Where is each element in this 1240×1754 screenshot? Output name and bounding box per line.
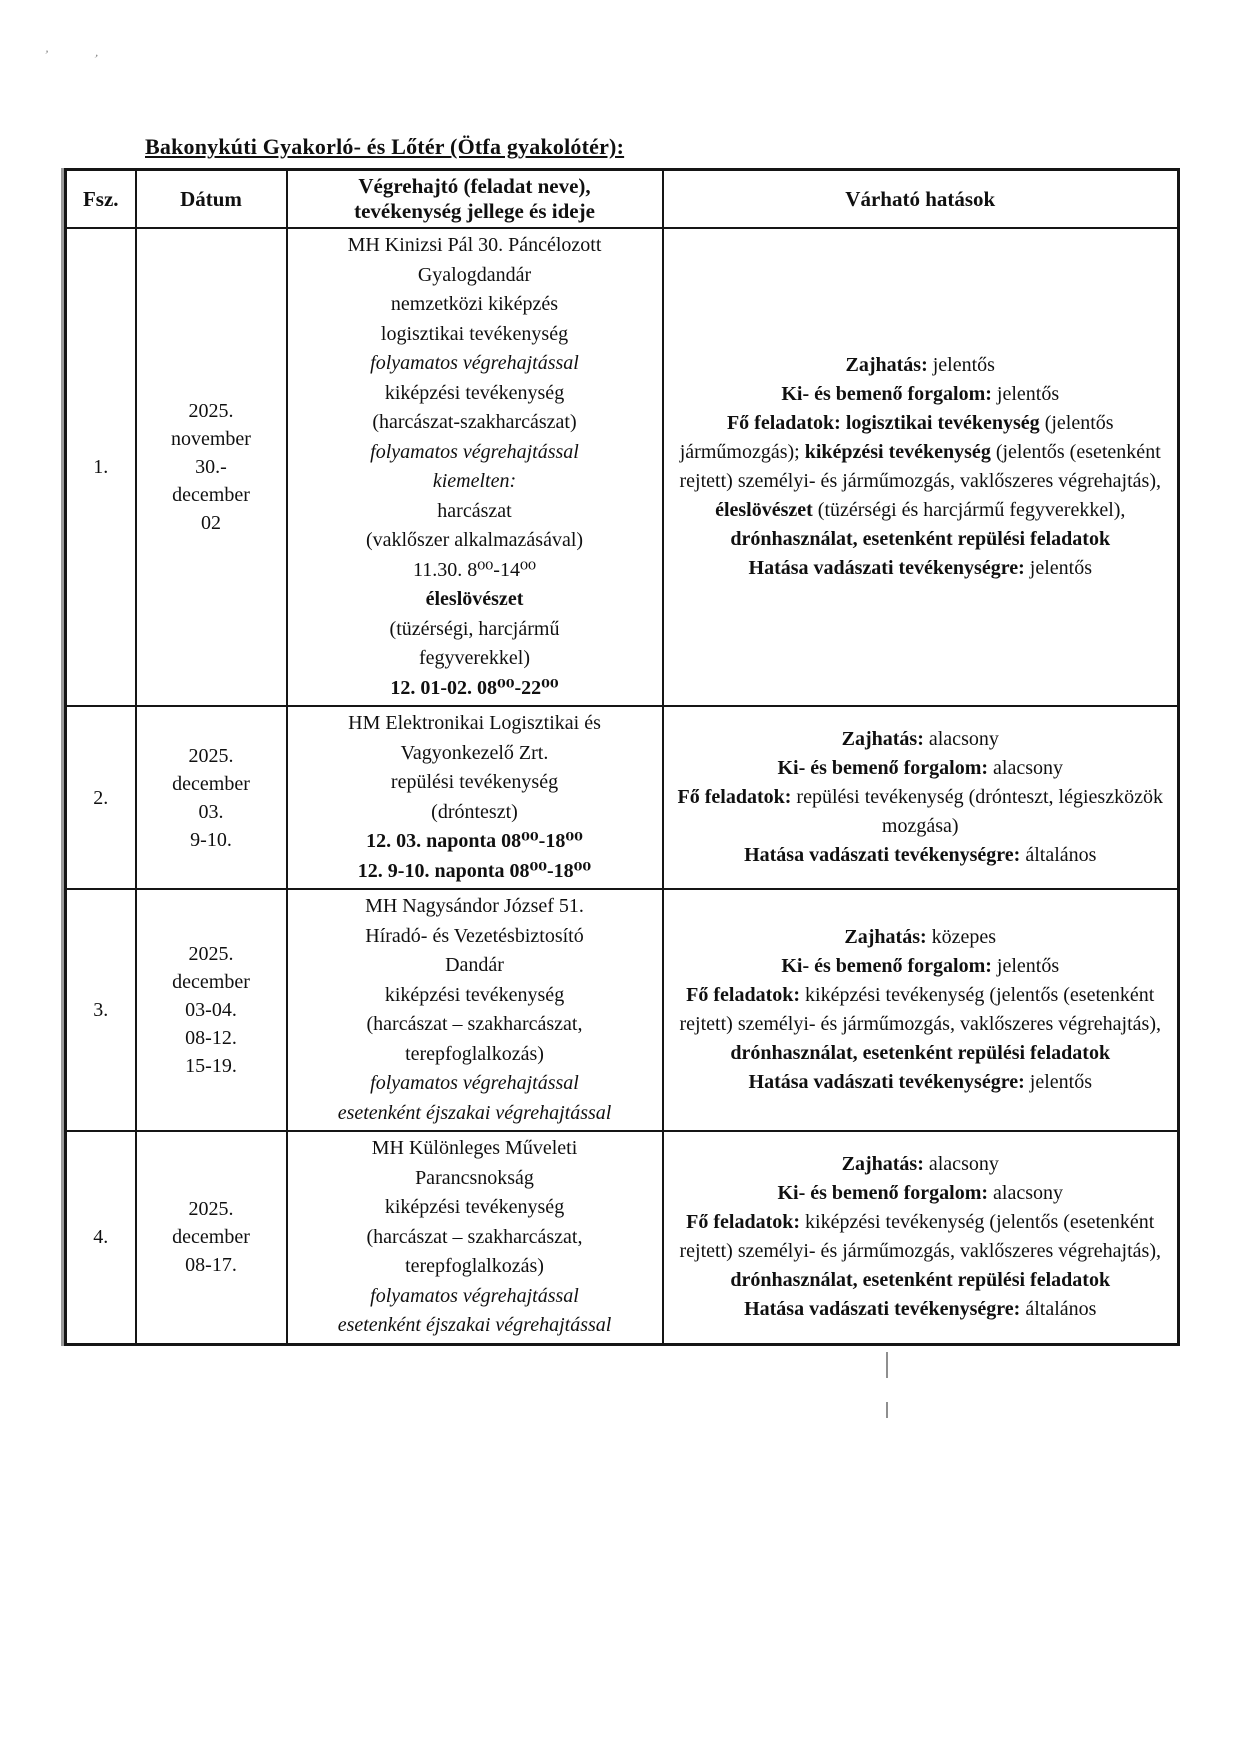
effects-segment: jelentős [991, 955, 1060, 977]
executor-line: folyamatos végrehajtással [370, 440, 579, 463]
executor-line: (harcászat-szakharcászat) [372, 411, 577, 433]
executor-line: 11.30. 8⁰⁰-14⁰⁰ [413, 558, 536, 581]
effects-paragraph [668, 380, 1174, 409]
effects-segment: (jelentős járműmozgás); [679, 412, 1114, 463]
effects-paragraph [668, 1068, 1174, 1097]
table-row [66, 706, 1179, 889]
cell-row-number: 4. [66, 1131, 136, 1344]
effects-segment: kiképzési tevékenység (jelentős (esetenként rejtett) személyi- és járműmozgás, vaklőszeres végrehajtás), [679, 1211, 1161, 1263]
executor-line: Híradó- és Vezetésbiztosító [365, 924, 584, 947]
executor-line: harcászat [437, 499, 512, 522]
cell-effects [663, 1131, 1179, 1344]
effects-paragraph [668, 1150, 1174, 1179]
date-line: december [172, 772, 250, 795]
executor-line: kiképzési tevékenység [384, 1196, 565, 1218]
effects-segment: Ki- és bemenő forgalom: [777, 1182, 989, 1205]
date-line: 2025. [188, 400, 234, 422]
effects-segment: jelentős [1024, 1071, 1092, 1093]
date-line: 03-04. [185, 999, 237, 1021]
date-line: december [172, 971, 250, 993]
effects-segment: Hatása vadászati tevékenységre: [748, 557, 1025, 579]
table-row [66, 1131, 1179, 1344]
header-executor [287, 170, 663, 229]
executor-line: MH Különleges Műveleti [371, 1137, 578, 1159]
table-row [66, 889, 1179, 1131]
effects-segment: éleslövészet [715, 499, 813, 521]
table-row [66, 228, 1179, 706]
executor-line: MH Nagysándor József 51. [365, 895, 584, 917]
executor-line: folyamatos végrehajtással [370, 352, 579, 374]
executor-line: folyamatos végrehajtással [370, 1284, 579, 1307]
executor-line: 12. 9-10. naponta 08⁰⁰-18⁰⁰ [357, 859, 592, 882]
effects-segment: Zajhatás: [841, 1153, 924, 1176]
effects-segment: jelentős [927, 354, 995, 376]
effects-segment: alacsony [923, 1153, 999, 1176]
effects-segment: Ki- és bemenő forgalom: [781, 955, 992, 977]
date-line: 08-17. [185, 1254, 237, 1277]
executor-line: Dandár [445, 954, 504, 976]
effects-segment: Hatása vadászati tevékenységre: [744, 1298, 1021, 1321]
executor-line: nemzetközi kiképzés [390, 293, 559, 315]
effects-segment: alacsony [923, 728, 999, 750]
executor-line: esetenként éjszakai végrehajtással [337, 1101, 612, 1124]
cell-date [136, 889, 287, 1131]
effects-paragraph [668, 783, 1174, 841]
header-effects: Várható hatások [663, 170, 1179, 229]
date-line: december [172, 1226, 250, 1249]
executor-line: 12. 01-02. 08⁰⁰-22⁰⁰ [390, 676, 559, 699]
scan-artifact [886, 1352, 888, 1378]
effects-segment: kiképzési tevékenység [804, 441, 991, 463]
effects-paragraph [668, 952, 1174, 981]
effects-paragraph [668, 554, 1174, 583]
date-line: 2025. [188, 744, 234, 767]
date-line: december [172, 484, 250, 506]
cell-date [136, 1131, 287, 1344]
header-executor-line: tevékenység jellege és ideje [354, 199, 595, 223]
effects-paragraph [668, 1295, 1174, 1324]
effects-segment: (jelentős (esetenként rejtett) személyi- és járműmozgás, vaklőszeres végrehajtás), [679, 441, 1161, 492]
effects-paragraph [668, 725, 1174, 754]
header-row [66, 170, 1179, 229]
header-fsz: Fsz. [66, 170, 136, 229]
effects-segment: Ki- és bemenő forgalom: [777, 757, 989, 779]
executor-line: (tüzérségi, harcjármű [389, 617, 560, 640]
cell-executor [287, 1131, 663, 1344]
effects-segment: általános [1020, 1298, 1097, 1321]
cell-row-number: 3. [66, 889, 136, 1131]
executor-line: HM Elektronikai Logisztikai és [348, 712, 601, 734]
scan-artifact: ʼ [42, 46, 50, 63]
effects-paragraph [668, 409, 1174, 554]
date-line: 08-12. [185, 1027, 237, 1049]
executor-line: (drónteszt) [431, 800, 518, 823]
effects-paragraph [668, 351, 1174, 380]
executor-line: terepfoglalkozás) [405, 1255, 544, 1277]
schedule-table [64, 168, 1180, 1346]
executor-line: Gyalogdandár [417, 263, 532, 286]
cell-effects [663, 706, 1179, 889]
effects-segment: jelentős [991, 383, 1060, 405]
executor-line: Parancsnokság [415, 1166, 534, 1189]
header-datum: Dátum [136, 170, 287, 229]
date-line: 30.- [195, 456, 227, 478]
cell-date [136, 706, 287, 889]
cell-executor [287, 228, 663, 706]
date-line: 2025. [188, 1198, 234, 1221]
date-line: 2025. [188, 943, 234, 965]
effects-paragraph [668, 981, 1174, 1068]
effects-segment: közepes [926, 926, 997, 948]
effects-paragraph [668, 841, 1174, 870]
cell-effects [663, 228, 1179, 706]
executor-line: (vaklőszer alkalmazásával) [365, 529, 584, 551]
effects-segment: kiképzési tevékenység (jelentős (esetenként rejtett) személyi- és járműmozgás, vaklőszeres végrehajtás), [679, 984, 1161, 1035]
effects-segment: Hatása vadászati tevékenységre: [748, 1071, 1025, 1093]
executor-line: (harcászat – szakharcászat, [366, 1013, 583, 1035]
effects-segment: Zajhatás: [845, 354, 928, 376]
scan-artifact [886, 1402, 888, 1418]
executor-line: folyamatos végrehajtással [370, 1072, 579, 1094]
executor-line: kiképzési tevékenység [384, 983, 565, 1006]
date-line: 02 [201, 512, 221, 534]
executor-line: Vagyonkezelő Zrt. [400, 741, 549, 764]
effects-segment: (tüzérségi és harcjármű fegyverekkel), [812, 499, 1126, 521]
effects-paragraph [668, 923, 1174, 952]
effects-segment: Fő feladatok: [686, 984, 801, 1006]
effects-segment: repülési tevékenység (drónteszt, légieszközök mozgása) [791, 786, 1163, 837]
effects-segment: Hatása vadászati tevékenységre: [744, 844, 1021, 866]
executor-line: terepfoglalkozás) [405, 1042, 544, 1065]
page-title: Bakonykúti Gyakorló- és Lőtér (Ötfa gyakolótér): [145, 134, 625, 159]
executor-line: 12. 03. naponta 08⁰⁰-18⁰⁰ [366, 830, 583, 852]
date-line: 9-10. [190, 828, 232, 851]
executor-line: kiemelten: [432, 470, 517, 492]
cell-executor [287, 706, 663, 889]
effects-segment: drónhasználat, esetenként repülési feladatok [730, 528, 1111, 550]
date-line: 03. [198, 800, 224, 823]
effects-segment: jelentős [1024, 557, 1092, 579]
executor-line: éleslövészet [425, 588, 524, 610]
cell-date [136, 228, 287, 706]
effects-segment: drónhasználat, esetenként repülési feladatok [730, 1269, 1111, 1292]
date-line: november [171, 428, 251, 450]
executor-line: esetenként éjszakai végrehajtással [337, 1314, 612, 1336]
cell-row-number: 1. [66, 228, 136, 706]
executor-line: fegyverekkel) [418, 647, 531, 669]
header-executor-line: Végrehajtó (feladat neve), [358, 174, 591, 198]
scan-artifact: ʼ [90, 50, 101, 67]
effects-segment: Fő feladatok: [686, 1211, 801, 1234]
cell-effects [663, 889, 1179, 1131]
effects-segment: általános [1020, 844, 1097, 866]
effects-paragraph [668, 1179, 1174, 1208]
effects-segment: Fő feladatok: logisztikai tevékenység [726, 412, 1040, 434]
executor-line: kiképzési tevékenység [384, 381, 565, 404]
effects-segment: alacsony [988, 1182, 1063, 1205]
executor-line: (harcászat – szakharcászat, [366, 1225, 583, 1248]
cell-row-number: 2. [66, 706, 136, 889]
executor-line: logisztikai tevékenység [380, 322, 569, 345]
executor-line: repülési tevékenység [390, 771, 559, 793]
effects-segment: alacsony [988, 757, 1063, 779]
effects-segment: Fő feladatok: [677, 786, 792, 808]
executor-line: MH Kinizsi Pál 30. Páncélozott [347, 234, 602, 256]
effects-segment: drónhasználat, esetenként repülési feladatok [730, 1042, 1111, 1064]
effects-paragraph [668, 754, 1174, 783]
effects-segment: Ki- és bemenő forgalom: [781, 383, 992, 405]
date-line: 15-19. [185, 1055, 237, 1077]
effects-segment: Zajhatás: [844, 926, 927, 948]
effects-segment: Zajhatás: [841, 728, 924, 750]
cell-executor [287, 889, 663, 1131]
effects-paragraph [668, 1208, 1174, 1295]
